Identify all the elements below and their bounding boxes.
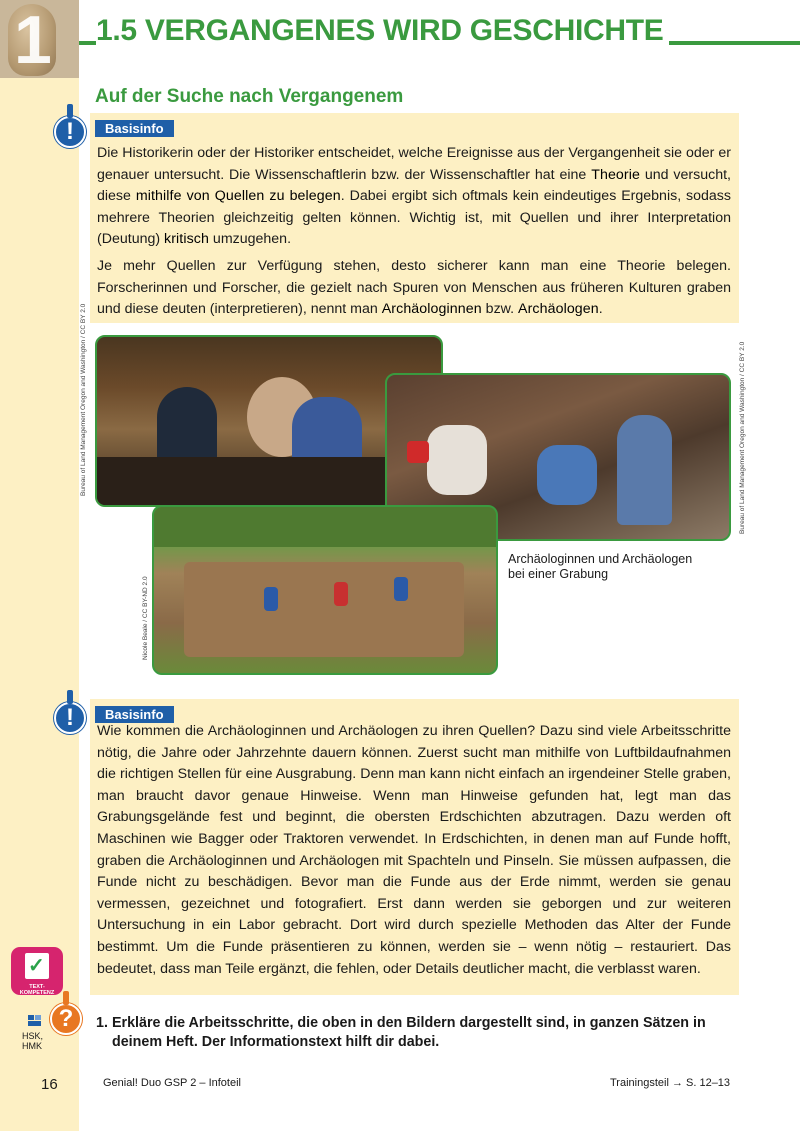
basisinfo-badge: Basisinfo [95, 706, 174, 723]
task-line-2: deinem Heft. Der Informationstext hilft dir dabei. [112, 1034, 440, 1050]
chapter-tab [0, 0, 79, 78]
key-term: mithilfe von Quellen zu belegen [135, 188, 341, 205]
info1-paragraph-2 [97, 256, 731, 321]
exclamation-icon: ! [54, 116, 86, 148]
dig-site-photo [152, 505, 498, 675]
key-term: Archäologen [518, 301, 599, 318]
basisinfo-box-2 [90, 699, 739, 995]
checkmark-icon: ✓ [28, 955, 45, 977]
text-run: bzw. [481, 301, 519, 318]
footer-reference: Trainingsteil → S. 12–13 [610, 1077, 731, 1089]
photo-credit-3: Nicole Beale / CC BY-ND 2.0 [142, 576, 149, 660]
text-run: und versucht, diese [97, 166, 731, 205]
caption-line-1: Archäologinnen und Archäologen [508, 552, 693, 566]
info2-paragraph: Wie kommen die Archäologinnen und Archäologen zu ihren Quellen? Dazu sind viele Arbeitsschritte nötig, die Jahre oder Jahrzehnte dauern können. Zuerst sucht man mithilfe von Luftbildaufnahmen die richtigen Stellen für eine Ausgrabung. Denn man kann nicht einfach an irgendeiner Stelle graben, man braucht davor genaue Hinweise. Wenn man Hinweise gefunden hat, legt man das Grabungsgelände fest und beginnt, die obersten Erdschichten abzutragen. Dazu werden oft Maschinen wie Bagger oder Traktoren verwendet. In Erdschichten, in denen man auf Funde hofft, graben die Archäologinnen und Archäologen mit Spachteln und Pinseln. Sie müssen aufpassen, die Funde nicht zu beschädigen. Bevor man die Funde aus der Erde nimmt, werden sie genau vermessen, gezeichnet und fotografiert. Erst dann werden sie geborgen und zur weiteren Untersuchung in ein Labor gebracht. Dort wird durch spezielle Methoden das Alter der Funde bestimmt. Um die Funde präsentieren zu können, werden sie – wenn nötig – restauriert. Das bedeutet, dass man Teile ergänzt, die fehlen, oder Details deutlicher macht, die verblasst waren. [97, 723, 731, 977]
caption-line-2: bei einer Grabung [508, 567, 609, 581]
text-run: . [598, 301, 603, 318]
info1-paragraph-1 [97, 143, 731, 251]
question-icon: ? [50, 1003, 82, 1035]
chapter-title: 1.5 VERGANGENES WIRD GESCHICHTE [96, 14, 669, 48]
task-number: 1. [96, 1015, 108, 1031]
task-line-1: Erkläre die Arbeitsschritte, die oben in den Bildern dargestellt sind, in ganzen Sätzen in [112, 1015, 706, 1031]
footer-book-title: Genial! Duo GSP 2 – Infoteil [103, 1077, 241, 1089]
text-run: Die Historikerin oder der Historiker entscheidet, welche Ereignisse aus der Vergangenheit sie oder er genauer untersucht. Die Wissenschaftlerin bzw. der Wissenschaftler hat eine [97, 145, 731, 183]
key-term: kritisch [164, 231, 209, 248]
photo-caption [508, 552, 692, 582]
basisinfo-box-1 [90, 113, 739, 323]
chapter-number: 1 [14, 2, 52, 78]
photo-credit-1: Bureau of Land Management Oregon and Washington / CC BY 2.0 [80, 303, 87, 496]
hsk-hmk-label: HSK, HMK [22, 1031, 44, 1051]
text-run: . Dabei ergibt sich oftmals kein eindeutiges Ergebnis, sodass mehrere Theorien gleichzeitig gelten können. Wichtig ist, mit Quellen und ihrer Interpretation (Deutung) [97, 188, 731, 248]
hsk-hmk-icon [28, 1015, 42, 1027]
text-run: Je mehr Quellen zur Verfügung stehen, desto sicherer kann man eine Theorie belegen. Forscherinnen und Forscher, die gezielt nach Spuren von Menschen aus früheren Kulturen graben und diese deuten (interpretieren), nennt man [97, 257, 731, 318]
page-number: 16 [41, 1076, 58, 1093]
key-term: Theorie [591, 166, 640, 183]
basisinfo-badge: Basisinfo [95, 120, 174, 137]
textkompetenz-label: TEXT- KOMPETENZ [19, 984, 55, 996]
task-1 [96, 1014, 736, 1052]
section-title: Auf der Suche nach Vergangenem [95, 86, 404, 107]
text-run: umzugehen. [208, 231, 292, 248]
key-term: Archäologinnen [381, 301, 482, 318]
photo-credit-2: Bureau of Land Management Oregon and Washington / CC BY 2.0 [739, 341, 746, 534]
exclamation-icon: ! [54, 702, 86, 734]
